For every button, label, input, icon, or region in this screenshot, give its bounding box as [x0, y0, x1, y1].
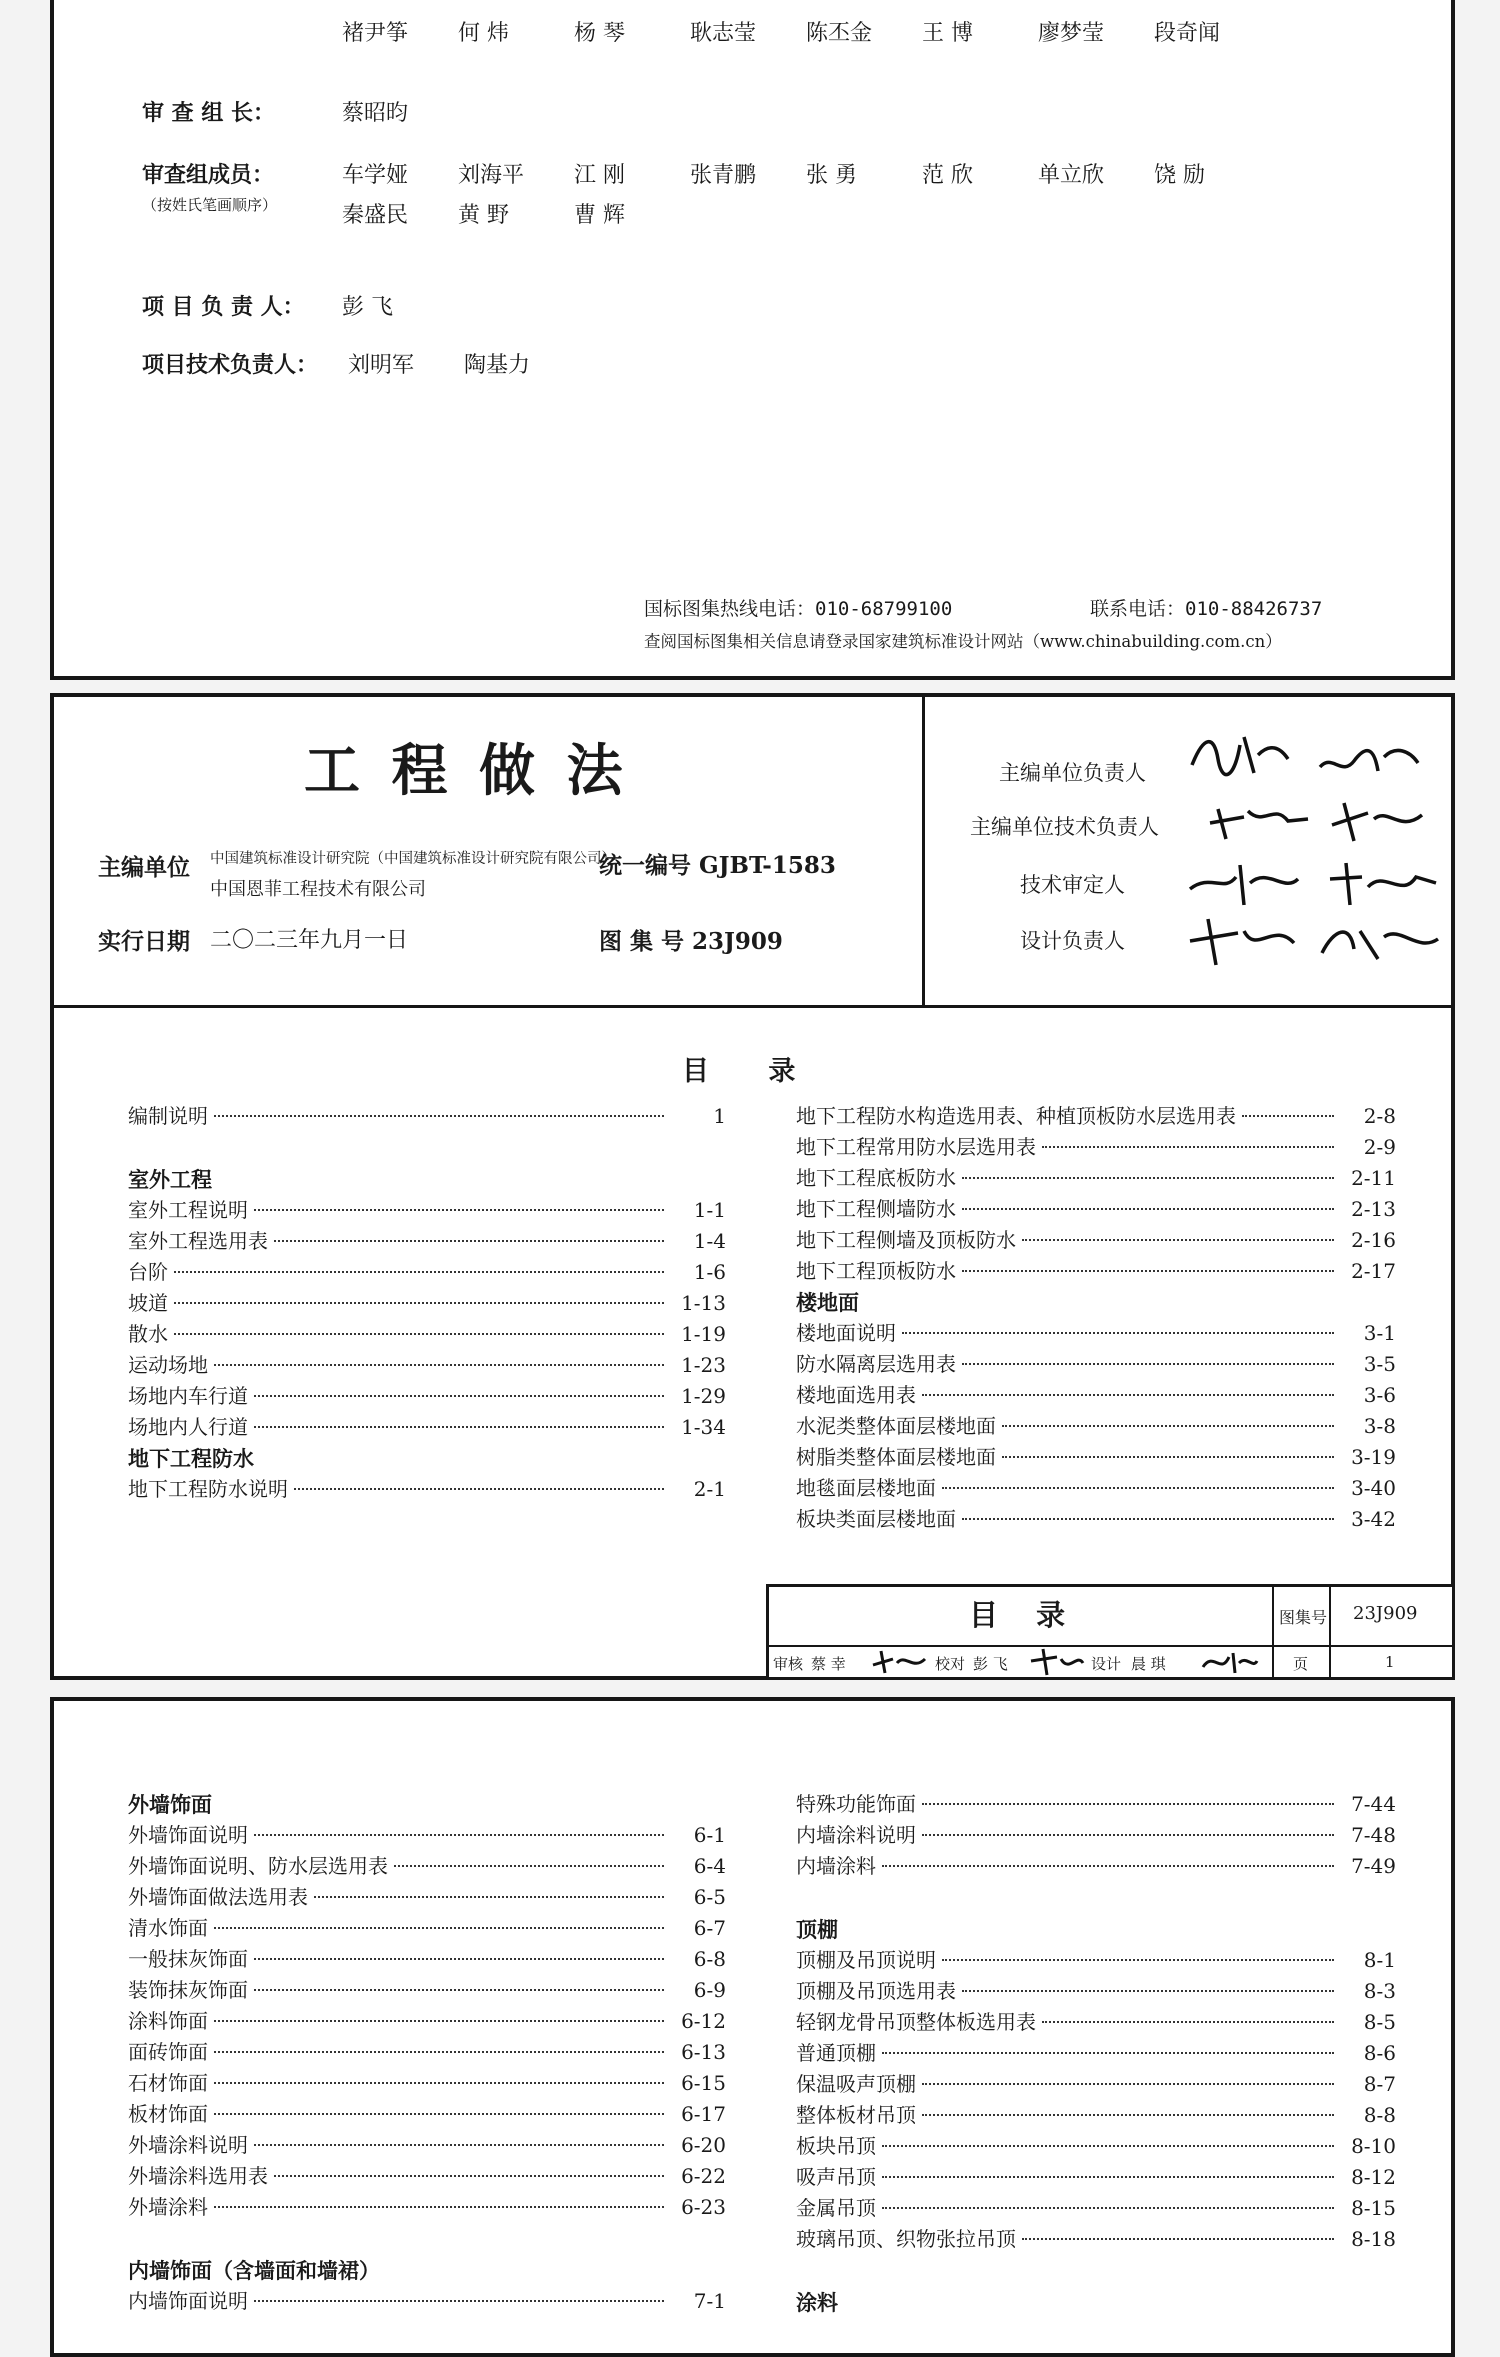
unified-number: 统一编号 GJBT-1583 [599, 852, 836, 879]
cover-bottom-rule [54, 1005, 1455, 1008]
toc-entry-page: 1-34 [681, 1415, 726, 1439]
committee-sheet [50, 0, 1455, 680]
title-block-page-label: 页 [1293, 1655, 1309, 1673]
toc-entry[interactable] [796, 2193, 1396, 2224]
toc-entry-title: 编制说明 [128, 1104, 208, 1128]
toc-entry-page: 8-18 [1351, 2227, 1396, 2251]
toc-entry-title: 普通顶棚 [796, 2041, 876, 2065]
toc-entry[interactable] [128, 2068, 726, 2099]
toc-dot-leader [922, 2114, 1334, 2116]
person-name: 张 勇 [806, 163, 857, 188]
signature-tech-review-b [1324, 855, 1444, 915]
toc-entry-page: 6-23 [681, 2195, 726, 2219]
cover-title: 工 程 做 法 [304, 738, 629, 804]
toc-entry-title: 清水饰面 [128, 1916, 208, 1940]
toc-entry-page: 2-1 [693, 1477, 726, 1501]
toc-entry[interactable] [796, 1256, 1396, 1287]
toc-dot-leader [214, 2082, 664, 2084]
toc-dot-leader [254, 2144, 664, 2146]
toc-dot-leader [962, 1177, 1334, 1179]
toc-dot-leader [1002, 1456, 1334, 1458]
toc-entry-page: 6-9 [693, 1978, 726, 2002]
toc-dot-leader [962, 1363, 1334, 1365]
toc-dot-leader [1042, 1146, 1334, 1148]
toc-entry[interactable] [796, 1349, 1396, 1380]
toc-entry-page: 3-8 [1363, 1414, 1396, 1438]
role-chief-tech: 主编单位技术负责人 [970, 815, 1159, 839]
toc-entry[interactable] [796, 2224, 1396, 2255]
toc-dot-leader [902, 1332, 1334, 1334]
toc-entry-title: 树脂类整体面层楼地面 [796, 1445, 996, 1469]
toc-entry[interactable] [796, 1473, 1396, 1504]
toc-entry-title: 涂料饰面 [128, 2009, 208, 2033]
toc-dot-leader [942, 1959, 1334, 1961]
toc-entry-title: 轻钢龙骨吊顶整体板选用表 [796, 2010, 1036, 2034]
toc-entry-page: 6-4 [693, 1854, 726, 1878]
toc-entry-page: 1-1 [693, 1198, 726, 1222]
toc-entry[interactable] [796, 1820, 1396, 1851]
toc-entry[interactable] [796, 2131, 1396, 2162]
toc-dot-leader [962, 1990, 1334, 1992]
role-design-lead: 设计负责人 [1020, 929, 1125, 953]
toc-dot-leader [254, 2300, 664, 2302]
toc-entry-title: 水泥类整体面层楼地面 [796, 1414, 996, 1438]
toc-entry[interactable] [128, 1944, 726, 1975]
toc-entry[interactable] [796, 2162, 1396, 2193]
toc-entry-title: 内墙饰面说明 [128, 2289, 248, 2313]
toc-dot-leader [882, 1865, 1334, 1867]
signature-chief-tech-a [1204, 797, 1314, 847]
toc-entry-title: 外墙涂料说明 [128, 2133, 248, 2157]
toc-entry-page: 6-15 [681, 2071, 726, 2095]
person-name: 单立欣 [1038, 163, 1105, 188]
cover-toc-sheet [50, 693, 1455, 1680]
person-name: 范 欣 [922, 163, 973, 188]
toc-sheet-2 [50, 1697, 1455, 2357]
toc-entry-title: 装饰抹灰饰面 [128, 1978, 248, 2002]
title-block-atlas-value: 23J909 [1353, 1603, 1418, 1624]
effective-date: 二〇二三年九月一日 [210, 928, 409, 953]
toc-entry-title: 玻璃吊顶、织物张拉吊顶 [796, 2227, 1016, 2251]
toc-entry-page: 2-17 [1351, 1259, 1396, 1283]
toc-entry-title: 一般抹灰饰面 [128, 1947, 248, 1971]
toc-section-heading: 室外工程 [128, 1167, 212, 1192]
atlas-number: 图 集 号 23J909 [599, 928, 783, 955]
toc-entry[interactable] [796, 2038, 1396, 2069]
toc-entry-page: 3-1 [1363, 1321, 1396, 1345]
toc-entry[interactable] [796, 1789, 1396, 1820]
toc-section-heading: 顶棚 [796, 1917, 838, 1942]
toc-entry-title: 地下工程侧墙及顶板防水 [796, 1228, 1016, 1252]
toc-entry[interactable] [128, 1820, 726, 1851]
person-name: 廖梦莹 [1038, 21, 1105, 46]
toc-entry-title: 场地内车行道 [128, 1384, 248, 1408]
toc-entry-title: 外墙涂料选用表 [128, 2164, 268, 2188]
toc-entry[interactable] [128, 1381, 726, 1412]
role-chief-unit: 主编单位负责人 [999, 761, 1146, 785]
toc-entry-page: 6-7 [693, 1916, 726, 1940]
signature-chief-unit-a [1184, 725, 1294, 785]
toc-spacer [128, 2223, 726, 2255]
toc-section-heading: 外墙饰面 [128, 1792, 212, 1817]
toc-entry[interactable] [128, 2192, 726, 2223]
signature-tech-review-a [1184, 853, 1304, 913]
top-names-row [342, 16, 1270, 47]
toc-entry[interactable] [128, 2099, 726, 2130]
review-head-name: 蔡昭昀 [342, 101, 409, 126]
toc-dot-leader [214, 2206, 664, 2208]
editor-label: 主编单位 [98, 854, 190, 881]
title-block-review-signature [869, 1647, 929, 1677]
toc-dot-leader [174, 1333, 664, 1335]
signature-design-lead-a [1184, 911, 1304, 971]
toc-dot-leader [1242, 1115, 1334, 1117]
person-name: 何 炜 [458, 21, 509, 46]
toc-entry-title: 防水隔离层选用表 [796, 1352, 956, 1376]
toc-dot-leader [274, 1240, 664, 1242]
toc-entry-title: 外墙饰面说明、防水层选用表 [128, 1854, 388, 1878]
toc-entry-title: 地下工程顶板防水 [796, 1259, 956, 1283]
toc-entry-title: 地毯面层楼地面 [796, 1476, 936, 1500]
toc-entry-page: 6-20 [681, 2133, 726, 2157]
toc-entry-page: 3-5 [1363, 1352, 1396, 1376]
toc-entry-page: 3-40 [1351, 1476, 1396, 1500]
toc-dot-leader [922, 1834, 1334, 1836]
toc-dot-leader [294, 1488, 664, 1490]
title-block-atlas-label: 图集号 [1279, 1608, 1328, 1627]
toc-entry-page: 1-29 [681, 1384, 726, 1408]
toc-entry-title: 板块吊顶 [796, 2134, 876, 2158]
toc-dot-leader [882, 2176, 1334, 2178]
toc-entry-title: 室外工程说明 [128, 1198, 248, 1222]
toc-entry-page: 6-1 [693, 1823, 726, 1847]
signature-chief-unit-b [1314, 733, 1424, 793]
toc-entry-title: 楼地面说明 [796, 1321, 896, 1345]
toc-dot-leader [942, 1487, 1334, 1489]
toc-entry-page: 1-19 [681, 1322, 726, 1346]
toc-dot-leader [254, 1958, 664, 1960]
project-lead-name: 彭 飞 [342, 295, 393, 320]
role-tech-review: 技术审定人 [1020, 873, 1125, 897]
toc-dot-leader [254, 1209, 664, 1211]
toc-entry-page: 8-6 [1363, 2041, 1396, 2065]
toc-entry[interactable] [796, 1504, 1396, 1535]
toc-entry-page: 8-8 [1363, 2103, 1396, 2127]
toc-entry-page: 1-4 [693, 1229, 726, 1253]
toc-entry-title: 顶棚及吊顶选用表 [796, 1979, 956, 2003]
title-block-review-label: 审核 [773, 1655, 804, 1673]
toc-entry-page: 1-6 [693, 1260, 726, 1284]
toc-entry-title: 散水 [128, 1322, 168, 1346]
toc-entry-page: 8-7 [1363, 2072, 1396, 2096]
person-name: 耿志莹 [690, 21, 757, 46]
person-name: 褚尹筝 [342, 21, 409, 46]
toc-entry[interactable] [128, 1913, 726, 1944]
toc-entry-title: 楼地面选用表 [796, 1383, 916, 1407]
project-lead-label: 项 目 负 责 人： [142, 294, 305, 320]
title-block-check-name: 彭 飞 [973, 1655, 1008, 1673]
person-name: 黄 野 [458, 203, 509, 228]
toc-entry-page: 1-23 [681, 1353, 726, 1377]
toc2-left-column [128, 1789, 726, 2317]
contact-phone: 联系电话：010-88426737 [1090, 598, 1323, 620]
title-block-design-name: 晨 琪 [1131, 1655, 1166, 1673]
toc-entry-title: 地下工程底板防水 [796, 1166, 956, 1190]
toc-entry-page: 7-44 [1351, 1792, 1396, 1816]
toc-entry-page: 6-8 [693, 1947, 726, 1971]
toc-entry-page: 7-49 [1351, 1854, 1396, 1878]
toc-entry[interactable] [128, 1226, 726, 1257]
toc-entry-page: 6-5 [693, 1885, 726, 1909]
toc-entry-title: 板块类面层楼地面 [796, 1507, 956, 1531]
toc-dot-leader [214, 2113, 664, 2115]
toc-entry-page: 6-12 [681, 2009, 726, 2033]
toc-entry[interactable] [128, 2006, 726, 2037]
toc1-right-column [796, 1101, 1396, 1535]
toc-entry-page: 8-3 [1363, 1979, 1396, 2003]
toc-dot-leader [962, 1518, 1334, 1520]
toc-entry-page: 7-48 [1351, 1823, 1396, 1847]
review-head-label: 审 查 组 长： [142, 100, 275, 126]
toc-section-heading: 内墙饰面（含墙面和墙裙） [128, 2258, 380, 2283]
toc-entry[interactable] [128, 2130, 726, 2161]
toc-entry[interactable] [128, 1288, 726, 1319]
members-label: 审查组成员： [142, 162, 275, 188]
toc-dot-leader [214, 1115, 664, 1117]
toc-dot-leader [174, 1271, 664, 1273]
title-block-review-name: 蔡 幸 [811, 1655, 846, 1673]
toc-entry-page: 1-13 [681, 1291, 726, 1315]
toc-entry[interactable] [128, 1412, 726, 1443]
toc-dot-leader [922, 1803, 1334, 1805]
toc-entry[interactable] [128, 2161, 726, 2192]
toc-entry[interactable] [128, 1195, 726, 1226]
toc-entry[interactable] [128, 2037, 726, 2068]
toc-spacer [796, 2255, 1396, 2287]
toc-entry[interactable] [128, 1350, 726, 1381]
toc-dot-leader [214, 2051, 664, 2053]
toc-dot-leader [254, 1395, 664, 1397]
person-name: 江 刚 [574, 163, 625, 188]
toc-entry-title: 地下工程防水构造选用表、种植顶板防水层选用表 [796, 1104, 1236, 1128]
person-name: 秦盛民 [342, 203, 409, 228]
title-block-page-value: 1 [1385, 1653, 1395, 1671]
toc-entry-page: 6-17 [681, 2102, 726, 2126]
toc-entry[interactable] [796, 1380, 1396, 1411]
tech-lead-label: 项目技术负责人： [142, 352, 319, 378]
toc-entry-page: 8-12 [1351, 2165, 1396, 2189]
toc-entry[interactable] [796, 2100, 1396, 2131]
person-name: 杨 琴 [574, 21, 625, 46]
signature-chief-tech-b [1324, 797, 1434, 847]
toc-title-block [766, 1584, 1455, 1680]
toc-dot-leader [962, 1208, 1334, 1210]
toc-dot-leader [882, 2207, 1334, 2209]
toc-dot-leader [394, 1865, 664, 1867]
toc-entry[interactable] [128, 1474, 726, 1505]
toc-entry-title: 运动场地 [128, 1353, 208, 1377]
toc-dot-leader [254, 1989, 664, 1991]
toc-entry[interactable] [128, 1257, 726, 1288]
toc-entry[interactable] [128, 2286, 726, 2317]
toc-entry[interactable] [796, 2069, 1396, 2100]
toc-dot-leader [1022, 2238, 1334, 2240]
toc-entry-title: 地下工程常用防水层选用表 [796, 1135, 1036, 1159]
toc-section-heading: 楼地面 [796, 1290, 859, 1315]
toc-entry-title: 外墙涂料 [128, 2195, 208, 2219]
person-name: 刘明军 [348, 353, 415, 378]
toc1-left-column [128, 1101, 726, 1505]
toc-entry-title: 特殊功能饰面 [796, 1792, 916, 1816]
toc-entry-page: 8-5 [1363, 2010, 1396, 2034]
toc-entry-page: 8-10 [1351, 2134, 1396, 2158]
editor-unit-1: 中国建筑标准设计研究院（中国建筑标准设计研究院有限公司） [210, 851, 616, 867]
members-note: （按姓氏笔画顺序） [142, 196, 278, 214]
toc-dot-leader [214, 1364, 664, 1366]
person-name: 段奇闻 [1154, 21, 1221, 46]
toc-entry-page: 2-9 [1363, 1135, 1396, 1159]
toc-entry[interactable] [796, 1132, 1396, 1163]
tech-lead-names [348, 348, 580, 379]
toc-entry[interactable] [796, 1411, 1396, 1442]
toc-entry-title: 场地内人行道 [128, 1415, 248, 1439]
toc-entry[interactable] [796, 1163, 1396, 1194]
title-block-design-signature [1199, 1647, 1259, 1677]
toc-section-heading: 地下工程防水 [128, 1446, 254, 1471]
toc-entry-title: 石材饰面 [128, 2071, 208, 2095]
toc-dot-leader [922, 1394, 1334, 1396]
toc-dot-leader [214, 1927, 664, 1929]
toc-entry-page: 8-15 [1351, 2196, 1396, 2220]
toc-entry-page: 6-13 [681, 2040, 726, 2064]
toc-entry-title: 顶棚及吊顶说明 [796, 1948, 936, 1972]
toc-dot-leader [1022, 1239, 1334, 1241]
toc-entry-title: 内墙涂料说明 [796, 1823, 916, 1847]
toc-entry-page: 8-1 [1363, 1948, 1396, 1972]
members-row-1 [342, 158, 1270, 189]
toc-entry-page: 1 [713, 1104, 726, 1128]
toc-dot-leader [254, 1834, 664, 1836]
toc-entry[interactable] [796, 1976, 1396, 2007]
toc-entry-page: 2-8 [1363, 1104, 1396, 1128]
toc-dot-leader [922, 2083, 1334, 2085]
person-name: 张青鹏 [690, 163, 757, 188]
toc-entry-title: 室外工程选用表 [128, 1229, 268, 1253]
toc-entry[interactable] [796, 1194, 1396, 1225]
signature-design-lead-b [1314, 909, 1444, 969]
toc-entry-page: 2-11 [1351, 1166, 1396, 1190]
date-label: 实行日期 [98, 928, 190, 955]
toc-entry[interactable] [128, 1319, 726, 1350]
toc-entry-title: 保温吸声顶棚 [796, 2072, 916, 2096]
toc-entry-title: 坡道 [128, 1291, 168, 1315]
title-block-check-label: 校对 [935, 1655, 966, 1673]
toc-entry-title: 吸声吊顶 [796, 2165, 876, 2189]
hotline: 国标图集热线电话：010-68799100 [644, 598, 953, 620]
toc-entry[interactable] [128, 1101, 726, 1132]
editor-unit-2: 中国恩菲工程技术有限公司 [210, 879, 426, 900]
toc-entry[interactable] [128, 1851, 726, 1882]
toc-entry-title: 内墙涂料 [796, 1854, 876, 1878]
person-name: 刘海平 [458, 163, 525, 188]
toc-entry[interactable] [128, 1975, 726, 2006]
toc-entry[interactable] [796, 1225, 1396, 1256]
toc-dot-leader [254, 1426, 664, 1428]
toc-entry-page: 3-42 [1351, 1507, 1396, 1531]
toc-section-heading: 涂料 [796, 2290, 838, 2315]
title-block-check-signature [1027, 1647, 1087, 1677]
person-name: 陈丕金 [806, 21, 873, 46]
toc-dot-leader [314, 1896, 664, 1898]
toc-entry-page: 3-6 [1363, 1383, 1396, 1407]
website-note: 查阅国标图集相关信息请登录国家建筑标准设计网站（www.chinabuilding.com.cn） [644, 632, 1282, 651]
toc-dot-leader [174, 1302, 664, 1304]
toc-entry-page: 3-19 [1351, 1445, 1396, 1469]
toc-dot-leader [882, 2145, 1334, 2147]
person-name: 曹 辉 [574, 203, 625, 228]
toc-entry-title: 台阶 [128, 1260, 168, 1284]
toc-entry-title: 地下工程侧墙防水 [796, 1197, 956, 1221]
toc-entry-title: 外墙饰面说明 [128, 1823, 248, 1847]
toc-entry-title: 地下工程防水说明 [128, 1477, 288, 1501]
person-name: 王 博 [922, 21, 973, 46]
toc-entry[interactable] [796, 1442, 1396, 1473]
toc-dot-leader [274, 2175, 664, 2177]
toc-entry[interactable] [796, 2007, 1396, 2038]
toc2-right-column [796, 1789, 1396, 2318]
toc-entry-title: 外墙饰面做法选用表 [128, 1885, 308, 1909]
person-name: 饶 励 [1154, 163, 1205, 188]
toc-entry-title: 整体板材吊顶 [796, 2103, 916, 2127]
toc-entry[interactable] [796, 1101, 1396, 1132]
toc-dot-leader [1002, 1425, 1334, 1427]
toc-entry-title: 板材饰面 [128, 2102, 208, 2126]
person-name: 陶基力 [464, 353, 531, 378]
title-block-design-label: 设计 [1091, 1655, 1122, 1673]
toc-entry-title: 金属吊顶 [796, 2196, 876, 2220]
cover-divider [922, 697, 925, 1005]
toc-entry[interactable] [796, 1851, 1396, 1882]
toc-spacer [796, 1882, 1396, 1914]
toc-entry-page: 2-13 [1351, 1197, 1396, 1221]
toc-dot-leader [882, 2052, 1334, 2054]
toc-entry-page: 6-22 [681, 2164, 726, 2188]
toc-entry[interactable] [128, 1882, 726, 1913]
toc-title: 目 录 [682, 1056, 796, 1087]
person-name: 车学娅 [342, 163, 409, 188]
toc-dot-leader [962, 1270, 1334, 1272]
toc-dot-leader [1042, 2021, 1334, 2023]
title-block-name: 目 录 [969, 1598, 1066, 1632]
toc-entry[interactable] [796, 1945, 1396, 1976]
toc-spacer [128, 1132, 726, 1164]
toc-entry-title: 面砖饰面 [128, 2040, 208, 2064]
toc-entry-page: 2-16 [1351, 1228, 1396, 1252]
toc-entry[interactable] [796, 1318, 1396, 1349]
toc-entry-page: 7-1 [693, 2289, 726, 2313]
toc-dot-leader [214, 2020, 664, 2022]
members-row-2 [342, 198, 690, 229]
